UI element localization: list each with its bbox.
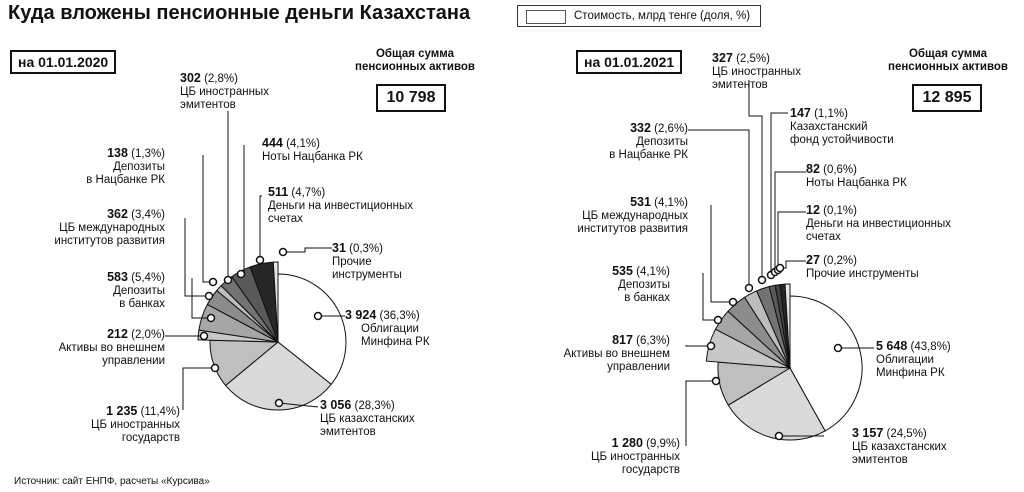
date-label-2021: на 01.01.2021 [576,50,682,74]
leader-line [686,381,716,446]
slice-label: 1 280 (9,9%) ЦБ иностранных государств [591,436,680,476]
slice-label: 583 (5,4%) Депозиты в банках [107,270,165,310]
leader-line [749,80,762,280]
leader-dot [257,257,264,264]
slice-label: 3 056 (28,3%) ЦБ казахстанских эмитентов [320,398,415,438]
leader-dot [276,400,283,407]
slice-label: 212 (2,0%) Активы во внешнем управлении [58,327,165,367]
leader-dot [759,277,766,284]
slice-label: 531 (4,1%) ЦБ международных институтов развития [577,195,688,235]
leader-dot [210,279,217,286]
slice-label: 1 235 (11,4%) ЦБ иностранных государств [91,404,180,444]
leader-dot [238,271,245,278]
slice-label: 147 (1,1%) Казахстанский фонд устойчивости [790,106,894,146]
leader-dot [777,265,784,272]
slice-label: 82 (0,6%) Ноты Нацбанка РК [806,162,907,189]
page-title: Куда вложены пенсионные деньги Казахстана [8,2,471,24]
leader-dot [835,345,842,352]
slice-label: 332 (2,6%) Депозиты в Нацбанке РК [609,121,688,161]
leader-line [241,145,244,274]
slice-label: 27 (0,2%) Прочие инструменты [806,253,919,280]
leader-dot [201,333,208,340]
leader-line [771,113,788,275]
slice-label: 362 (3,4%) ЦБ международных институтов развития [54,207,165,247]
leader-line [260,196,262,260]
slice-label: 444 (4,1%) Ноты Нацбанка РК [262,136,363,163]
slice-label: 535 (4,1%) Депозиты в банках [612,264,670,304]
leader-line [203,155,213,282]
leader-dot [212,365,219,372]
leader-dot [776,433,783,440]
slice-label: 817 (6,3%) Активы во внешнем управлении [563,333,670,373]
leader-dot [208,315,215,322]
slice-label: 3 924 (36,3%) Облигации Минфина РК [345,308,430,348]
slice-label: 31 (0,3%) Прочие инструменты [332,241,402,281]
slice-label: 5 648 (43,8%) Облигации Минфина РК [876,339,951,379]
leader-dot [746,285,753,292]
leader-dot [225,277,232,284]
slice-label: 3 157 (24,5%) ЦБ казахстанских эмитентов [852,426,947,466]
leader-dot [206,293,213,300]
slice-label: 327 (2,5%) ЦБ иностранных эмитентов [712,51,801,91]
leader-line [183,368,215,410]
legend-label: Стоимость, млрд тенге (доля, %) [574,10,751,22]
total-label-2021: Общая сумма пенсионных активов [888,48,1008,73]
leader-line [688,130,749,288]
leader-line [711,205,733,302]
leader-dot [315,313,322,320]
leader-line [185,218,209,296]
leader-dot [280,249,287,256]
slice-label: 12 (0,1%) Деньги на инвестиционных счетах [806,203,951,243]
slice-label: 511 (4,7%) Деньги на инвестиционных счетах [268,185,413,225]
total-value-2020: 10 798 [376,84,446,112]
leader-line [775,172,806,272]
leader-line [283,248,332,252]
leader-dot [715,317,722,324]
leader-dot [713,378,720,385]
date-label-2020: на 01.01.2020 [10,50,116,74]
leader-dot [730,299,737,306]
leader-dot [708,343,715,350]
total-label-2020: Общая сумма пенсионных активов [355,48,475,73]
total-value-2021: 12 895 [912,84,982,112]
source-note: Источник: сайт ЕНПФ, расчеты «Курсива» [14,476,210,487]
slice-label: 138 (1,3%) Депозиты в Нацбанке РК [86,146,165,186]
slice-label: 302 (2,8%) ЦБ иностранных эмитентов [180,71,269,111]
